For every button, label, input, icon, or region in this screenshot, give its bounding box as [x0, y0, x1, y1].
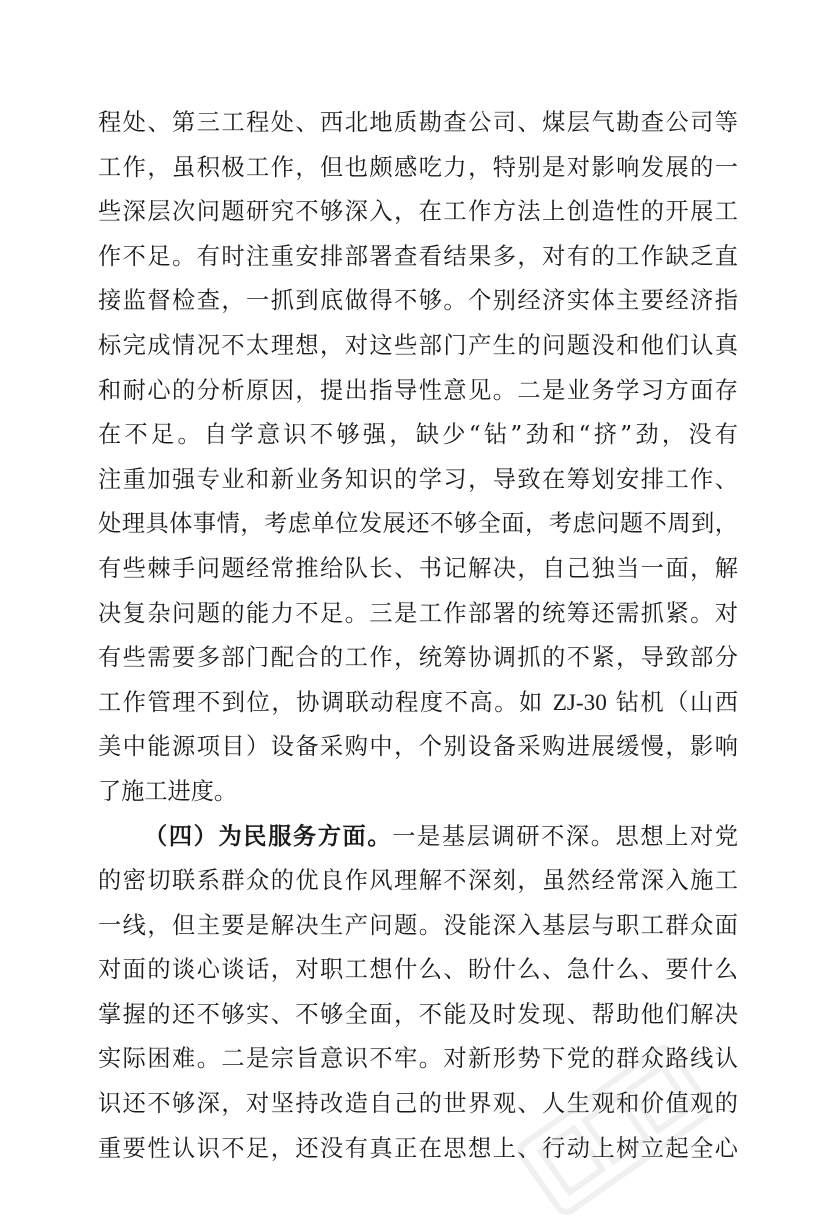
text-line [98, 681, 738, 726]
section-heading: （四）为民服务方面。 [144, 822, 393, 850]
text-line: 掌握的还不够实、不够全面，不能及时发现、帮助他们解决 [98, 1000, 738, 1028]
text-line: 的密切联系群众的优良作风理解不深刻，虽然经常深入施工 [98, 867, 738, 895]
text-line: 识还不够深，对坚持改造自己的世界观、人生观和价值观的 [98, 1090, 738, 1118]
text-line: 重要性认识不足，还没有真正在思想上、行动上树立起全心 [98, 1134, 738, 1162]
text-segment: 钻机（山西 [606, 688, 739, 716]
text-line: 在不足。自学意识不够强，缺少“钻”劲和“挤”劲，没有 [98, 421, 738, 449]
text-line: 和耐心的分析原因，提出指导性意见。二是业务学习方面存 [98, 376, 738, 404]
text-segment: 一是基层调研不深。思想上对党 [392, 822, 739, 850]
text-line [98, 815, 738, 860]
text-line: 决复杂问题的能力不足。三是工作部署的统筹还需抓紧。对 [98, 599, 738, 627]
text-segment: 工作管理不到位，协调联动程度不高。如 [98, 688, 553, 716]
text-line: 对面的谈心谈话，对职工想什么、盼什么、急什么、要什么 [98, 956, 738, 984]
text-line: 有些需要多部门配合的工作，统筹协调抓的不紧，导致部分 [98, 644, 738, 672]
equipment-code: ZJ-30 [552, 689, 607, 716]
paragraph-1 [98, 101, 738, 815]
text-line: 注重加强专业和新业务知识的学习，导致在筹划安排工作、 [98, 465, 738, 493]
text-line: 实际困难。二是宗旨意识不牢。对新形势下党的群众路线认 [98, 1045, 738, 1073]
text-line: 美中能源项目）设备采购中，个别设备采购进展缓慢，影响 [98, 733, 738, 761]
text-line: 了施工进度。 [98, 777, 238, 805]
text-line: 作不足。有时注重安排部署查看结果多，对有的工作缺乏直 [98, 242, 738, 270]
text-line: 工作，虽积极工作，但也颇感吃力，特别是对影响发展的一 [98, 153, 738, 181]
text-line: 一线，但主要是解决生产问题。没能深入基层与职工群众面 [98, 911, 738, 939]
text-line: 接监督检查，一抓到底做得不够。个别经济实体主要经济指 [98, 287, 738, 315]
document-body [98, 101, 738, 1171]
text-line: 程处、第三工程处、西北地质勘查公司、煤层气勘查公司等 [98, 109, 738, 136]
text-line: 标完成情况不太理想，对这些部门产生的问题没和他们认真 [98, 331, 738, 359]
text-line: 有些棘手问题经常推给队长、书记解决，自己独当一面，解 [98, 554, 738, 582]
text-line: 些深层次问题研究不够深入，在工作方法上创造性的开展工 [98, 198, 738, 226]
text-line: 处理具体事情，考虑单位发展还不够全面，考虑问题不周到， [98, 510, 738, 538]
